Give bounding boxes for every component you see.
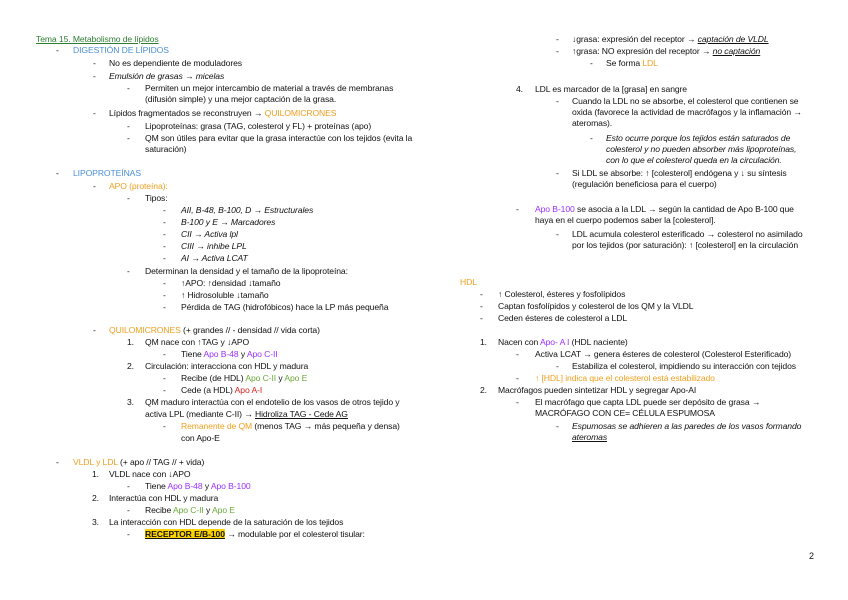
- list-item: QM nace con ↑TAG y ↓APO: [145, 337, 250, 347]
- list-item: Lipoproteínas: grasa (TAG, colesterol y FL) + proteínas (apo): [145, 121, 372, 131]
- list-item: Cede (a HDL) Apo A-I: [181, 385, 263, 395]
- list-item: Esto ocurre porque los tejidos están saturados de colesterol y no pueden absorber más lipoproteínas, con lo que el colesterol queda en la circulación.: [606, 133, 797, 165]
- list-item: QM maduro interactúa con el endotelio de los vasos de otros tejido y: [145, 397, 400, 407]
- list-item: LDL acumula colesterol esterificado → colesterol no asimilado por los tejidos (por saturación): ↑ [colesterol] en la circulación: [572, 229, 803, 250]
- list-item: Lípidos fragmentados se reconstruyen → QUILOMICRONES: [109, 108, 337, 118]
- list-item: Si LDL se absorbe: ↑ [colesterol] endógena y ↓ su síntesis (regulación beneficiosa para el cuerpo): [572, 168, 787, 189]
- list-item: Pérdida de TAG (hidrofóbicos) hace la LP más pequeña: [181, 302, 389, 312]
- list-item: ↑grasa: NO expresión del receptor → no captación: [572, 46, 761, 56]
- list-item: Interactúa con HDL y madura: [109, 493, 219, 503]
- list-item: Se forma LDL: [606, 58, 658, 68]
- list-item: Ceden ésteres de colesterol a LDL: [498, 313, 628, 323]
- list-item: RECEPTOR E/B-100 → modulable por el colesterol tisular:: [145, 529, 365, 539]
- list-item: VLDL nace con ↓APO: [109, 469, 191, 479]
- list-item: Recibe (de HDL) Apo C-II y Apo E: [181, 373, 308, 383]
- list-item: Espumosas se adhieren a las paredes de los vasos formando ateromas: [572, 421, 802, 442]
- list-item: Estabiliza el colesterol, impidiendo su interacción con tejidos: [572, 361, 796, 371]
- list-item: Captan fosfolípidos y colesterol de los QM y la VLDL: [498, 301, 694, 311]
- subsection-quilomicrones: QUILOMICRONES (+ grandes // - densidad // vida corta): [109, 325, 320, 335]
- list-item: Tiene Apo B-48 y Apo B-100: [145, 481, 251, 491]
- list-item: Emulsión de grasas → micelas: [109, 71, 225, 81]
- list-item: CII → Activa lpl: [181, 229, 238, 239]
- list-item: Circulación: interacciona con HDL y madura: [145, 361, 309, 371]
- bullet: -: [56, 45, 59, 55]
- list-item: AI → Activa LCAT: [181, 253, 248, 263]
- list-item: activa LPL (mediante C-II) → Hidroliza TAG - Cede AG: [145, 409, 348, 419]
- list-item: Tiene Apo B-48 y Apo C-II: [181, 349, 278, 359]
- list-item: LDL es marcador de la [grasa] en sangre: [535, 84, 687, 94]
- subsection-apo: APO (proteína):: [109, 181, 168, 191]
- list-item: Recibe Apo C-II y Apo E: [145, 505, 235, 515]
- list-item: con Apo-E: [181, 433, 220, 443]
- document-page: Tema 15. Metabolismo de lípidos - DIGESTIÓN DE LÍPIDOS - No es dependiente de moduladores - Emulsión de grasas → micelas - Permiten un mejor intercambio de material a través de membranas (difusión simple) y una mejor captación de la grasa. - Lípidos fragmentados se reconstruyen → QUILOMICRONES - Lipoproteínas: grasa (TAG, colesterol y FL) + proteínas (apo) - QM son útiles para evitar que la grasa interactúe con los tejidos (evita la saturación) - LIPOPROTEÍNAS - APO (proteína): - Tipos: - AII, B-48, B-100, D → Estructurales - B-100 y E → Marcadores - CII → Activa lpl - CIII → inhibe LPL - AI → Activa LCAT - Determinan la densidad y el tamaño de la lipoproteína: - ↑APO: ↑densidad ↓tamaño - ↑ Hidrosoluble ↓tamaño - Pérdida de TAG (hidrofóbicos) hace la LP más pequeña - QUILOMICRONES (+ grandes // - densidad // vida corta) 1. QM nace con ↑TAG y ↓APO - Tiene Apo B-48 y Apo C-II 2. Circulación: interacciona con HDL y madura - Recibe (de HDL) Apo C-II y Apo E - Cede (a HDL) Apo A-I 3. QM maduro interactúa con el endotelio de los vasos de otros tejido y activa LPL (mediante C-II) → Hidroliza TAG - Cede AG - Remanente de QM (menos TAG → más pequeña y densa) con Apo-E - VLDL y LDL (+ apo // TAG // + vida) 1. VLDL nace con ↓APO - Tiene Apo B-48 y Apo B-100 2. Interactúa con HDL y madura - Recibe Apo C-II y Apo E 3. La interacción con HDL depende de la saturación de los tejidos - RECEPTOR E/B-100 → modulable por el colesterol tisular: - ↓grasa: expresión del receptor → captación de VLDL - ↑grasa: NO expresión del receptor → no captación - Se forma LDL 4. LDL es marcador de la [grasa] en sangre - Cuando la LDL no se absorbe, el colesterol que contienen se oxida (favorece la actividad de macrófagos y la inflamación → ateromas). - Esto ocurre porque los tejidos están saturados de colesterol y no pueden absorber más lipoproteínas, con lo que el colesterol queda en la circulación. - Si LDL se absorbe: ↑ [colesterol] endógena y ↓ su síntesis (regulación beneficiosa para el cuerpo) - Apo B-100 se asocia a la LDL → según la cantidad de Apo B-100 que haya en el cuerpo podemos saber la [colesterol]. - LDL acumula colesterol esterificado → colesterol no asimilado por los tejidos (por saturación): ↑ [colesterol] en la circulación HDL - ↑ Colesterol, ésteres y fosfolípidos - Captan fosfolípidos y colesterol de los QM y la VLDL - Ceden ésteres de colesterol a LDL 1. Nacen con Apo- A I (HDL naciente) - Activa LCAT → genera ésteres de colesterol (Colesterol Esterificado) - Estabiliza el colesterol, impidiendo su interacción con tejidos - ↑ [HDL] indica que el colesterol está estabilizado 2. Macrófagos pueden sintetizar HDL y segregar Apo-AI - El macrófago que capta LDL puede ser depósito de grasa → MACRÓFAGO CON CE= CÉLULA ESPUMOSA - Espumosas se adhieren a las paredes de los vasos formando ateromas 2: [36, 34, 814, 561]
- list-item: QM son útiles para evitar que la grasa interactúe con los tejidos (evita la saturación): [145, 133, 413, 154]
- highlighted-receptor: RECEPTOR E/B-100: [145, 529, 225, 539]
- list-item: Nacen con Apo- A I (HDL naciente): [498, 337, 628, 347]
- section-heading-digestion: DIGESTIÓN DE LÍPIDOS: [73, 45, 169, 55]
- list-item: ↑APO: ↑densidad ↓tamaño: [181, 278, 281, 288]
- list-item: ↑ Hidrosoluble ↓tamaño: [181, 290, 269, 300]
- section-heading-lipoproteinas: LIPOPROTEÍNAS: [73, 168, 141, 178]
- list-item: Remanente de QM (menos TAG → más pequeña y densa): [181, 421, 400, 431]
- section-heading-hdl: HDL: [460, 277, 477, 287]
- page-number: 2: [808, 551, 814, 561]
- list-item: Cuando la LDL no se absorbe, el colesterol que contienen se oxida (favorece la actividad de macrófagos y la inflamación → ateromas).: [572, 96, 802, 128]
- document-title: Tema 15. Metabolismo de lípidos: [36, 34, 159, 44]
- list-item: Tipos:: [145, 193, 168, 203]
- list-item: ↑ Colesterol, ésteres y fosfolípidos: [498, 289, 626, 299]
- list-item: CIII → inhibe LPL: [181, 241, 247, 251]
- list-item: AII, B-48, B-100, D → Estructurales: [181, 205, 314, 215]
- list-item: Apo B-100 se asocia a la LDL → según la cantidad de Apo B-100 que haya en el cuerpo podemos saber la [colesterol].: [535, 204, 794, 225]
- list-item: Determinan la densidad y el tamaño de la lipoproteína:: [145, 266, 348, 276]
- list-item: ↑ [HDL] indica que el colesterol está estabilizado: [535, 373, 715, 383]
- list-item: Activa LCAT → genera ésteres de colesterol (Colesterol Esterificado): [535, 349, 792, 359]
- list-item: No es dependiente de moduladores: [109, 58, 242, 68]
- subsection-vldl-ldl: VLDL y LDL (+ apo // TAG // + vida): [73, 457, 205, 467]
- list-item: ↓grasa: expresión del receptor → captación de VLDL: [572, 34, 769, 44]
- list-item: La interacción con HDL depende de la saturación de los tejidos: [109, 517, 344, 527]
- list-item: El macrófago que capta LDL puede ser depósito de grasa → MACRÓFAGO CON CE= CÉLULA ESPUMOSA: [535, 397, 761, 418]
- list-item: Permiten un mejor intercambio de material a través de membranas (difusión simple) y una mejor captación de la grasa.: [145, 83, 394, 104]
- list-item: Macrófagos pueden sintetizar HDL y segregar Apo-AI: [498, 385, 697, 395]
- list-item: B-100 y E → Marcadores: [181, 217, 276, 227]
